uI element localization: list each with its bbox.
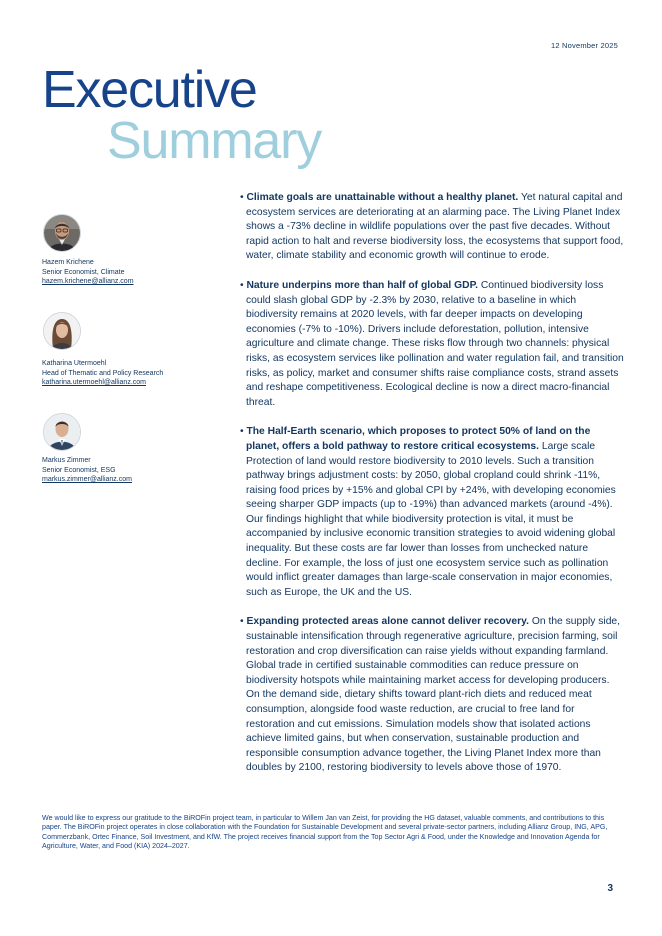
author-role: Senior Economist, Climate [42, 268, 125, 276]
bullet-body: Continued biodiversity loss could slash global GDP by -2.3% by 2030, relative to a baseline in which biodiversity remains at 2020 levels, with far deeper impacts on developing economies (-7% to -10%). Drivers include deforestation, pollution, intensive agriculture and climate change. These risks flow through two channels: physical risks, as ecosystem services like pollination and water regulation fail, and transition risks, as policy, market and consumer shifts raise compliance costs, strand assets and reshape competitiveness. Ecological decline is now a direct macro-financial threat. [246, 279, 624, 408]
page-title-line2: Summary [107, 112, 322, 170]
summary-bullets [240, 191, 624, 791]
report-date: 12 November 2025 [551, 41, 618, 50]
avatar-markus-zimmer [43, 413, 81, 451]
author-name: Markus Zimmer [42, 457, 91, 464]
bullet-heading: Nature underpins more than half of global GDP. [246, 279, 478, 291]
author-email-link[interactable]: markus.zimmer@allianz.com [42, 476, 132, 484]
bullet-heading: Climate goals are unattainable without a healthy planet. [246, 192, 519, 203]
author-role: Senior Economist, ESG [42, 466, 116, 474]
avatar-hazem-krichene [43, 214, 81, 252]
acknowledgement-footnote: We would like to express our gratitude to the BiROFin project team, in particular to Willem Jan van Zeist, for providing the HG dataset, valuable comments, and contributions to this paper. The BiROFin project operates in close collaboration with the Foundation for Sustainable Development and several private-sector partners, including Allianz Group, ING, APG, Commerzbank, Ortec Finance, Soil Investment, and KfW. The project receives financial support from the Top Sector Agri & Food, under the Knowledge and Innovation Agenda for Agriculture, Water, and Food (KIA) 2024–2027. [42, 814, 608, 850]
author-role: Head of Thematic and Policy Research [42, 369, 164, 377]
author-hazem-krichene [42, 258, 134, 287]
avatar-katharina-utermoehl [43, 312, 81, 350]
bullet-heading: Expanding protected areas alone cannot deliver recovery. [246, 616, 529, 628]
bullet-body: Large scale Protection of land would restore biodiversity to 2010 levels. Such a transition pathway brings adjustment costs: by 2050, global cropland could shrink -11%, raising food prices by +15% and global CPI by +24%, with developing economies seeing sharper GDP impacts (up to -19%) than advanced markets (around -4%). Our findings highlight that while biodiversity protection is vital, it must be accompanied by inclusive economic transition strategies to avoid widening global inequality. But these costs are far lower than losses from unchecked nature decline. For example, the loss of just one ecosystem service such as pollination would inflict greater damages than large-scale conservation in major economies, such as Europe, the UK and the US. [246, 440, 616, 598]
page-number: 3 [607, 883, 613, 894]
author-katharina-utermoehl [42, 359, 163, 388]
author-name: Hazem Krichene [42, 259, 94, 266]
bullet-item: • Expanding protected areas alone cannot deliver recovery. On the supply side, sustainable intensification through regenerative agriculture, precision farming, soil restoration and crop diversification can raise yields without expanding farmland. Global trade in certified sustainable commodities can reduce pressure on biodiversity hotspots while maintaining market access for developing producers. On the demand side, dietary shifts toward plant-rich diets and reduced meat consumption, alongside food waste reduction, are crucial to free land for restoration and cut emissions. Simulation models show that isolated actions achieve limited gains, but when conservation, sustainable production and responsible consumption advance together, the Living Planet Index more than doubles by 2100, restoring biodiversity to levels above those of 1970. [240, 616, 621, 774]
bullet-body: Yet natural capital and ecosystem services are deteriorating at an alarming pace. The Living Planet Index shows a -73% decline in wildlife populations over the past five decades. Without rapid action to halt and reverse biodiversity loss, the ecosystems that support food, water, climate stability and economic growth will continue to erode. [246, 192, 624, 262]
author-email-link[interactable]: katharina.utermoehl@allianz.com [42, 379, 146, 387]
bullet-item: • Nature underpins more than half of global GDP. Continued biodiversity loss could slash global GDP by -2.3% by 2030, relative to a baseline in which biodiversity remains at 2020 levels, with far deeper impacts on developing economies (-7% to -10%). Drivers include deforestation, pollution, intensive agriculture and climate change. These risks flow through two channels: physical risks, as ecosystem services like pollination and water regulation fail, and transition risks, as policy, market and consumer shifts raise compliance costs, strand assets and reshape competitiveness. Ecological decline is now a direct macro-financial threat. [240, 279, 624, 408]
bullet-item: • The Half-Earth scenario, which proposes to protect 50% of land on the planet, offers a bold pathway to restore critical ecosystems. Large scale Protection of land would restore biodiversity to 2010 levels. Such a transition pathway brings adjustment costs: by 2050, global cropland could shrink -11%, raising food prices by +15% and global CPI by +24%, with developing economies seeing sharper GDP impacts (up to -19%) than advanced markets (around -4%). Our findings highlight that while biodiversity protection is vital, it must be accompanied by inclusive economic transition strategies to avoid widening global inequality. But these costs are far lower than losses from unchecked nature decline. For example, the loss of just one ecosystem service such as pollination would inflict greater damages than large-scale conservation in major economies, such as Europe, the UK and the US. [240, 426, 616, 598]
author-markus-zimmer [42, 456, 132, 485]
author-email-link[interactable]: hazem.krichene@allianz.com [42, 278, 134, 286]
bullet-item: • Climate goals are unattainable without a healthy planet. Yet natural capital and ecosystem services are deteriorating at an alarming pace. The Living Planet Index shows a -73% decline in wildlife populations over the past five decades. Without rapid action to halt and reverse biodiversity loss, the ecosystems that support food, water, climate stability and economic growth will continue to erode. [240, 192, 624, 262]
author-name: Katharina Utermoehl [42, 360, 107, 367]
bullet-body: On the supply side, sustainable intensification through regenerative agriculture, precision farming, soil restoration and crop diversification can raise yields without expanding farmland. Global trade in certified sustainable commodities can reduce pressure on biodiversity hotspots while maintaining market access for developing producers. On the demand side, dietary shifts toward plant-rich diets and reduced meat consumption, alongside food waste reduction, are crucial to free land for restoration and cut emissions. Simulation models show that isolated actions achieve limited gains, but when conservation, sustainable production and responsible consumption advance together, the Living Planet Index more than doubles by 2100, restoring biodiversity to levels above those of 1970. [246, 616, 621, 774]
bullet-heading: The Half-Earth scenario, which proposes to protect 50% of land on the planet, offers a bold pathway to restore critical ecosystems. [246, 426, 591, 452]
page-title-line1: Executive [42, 61, 257, 119]
